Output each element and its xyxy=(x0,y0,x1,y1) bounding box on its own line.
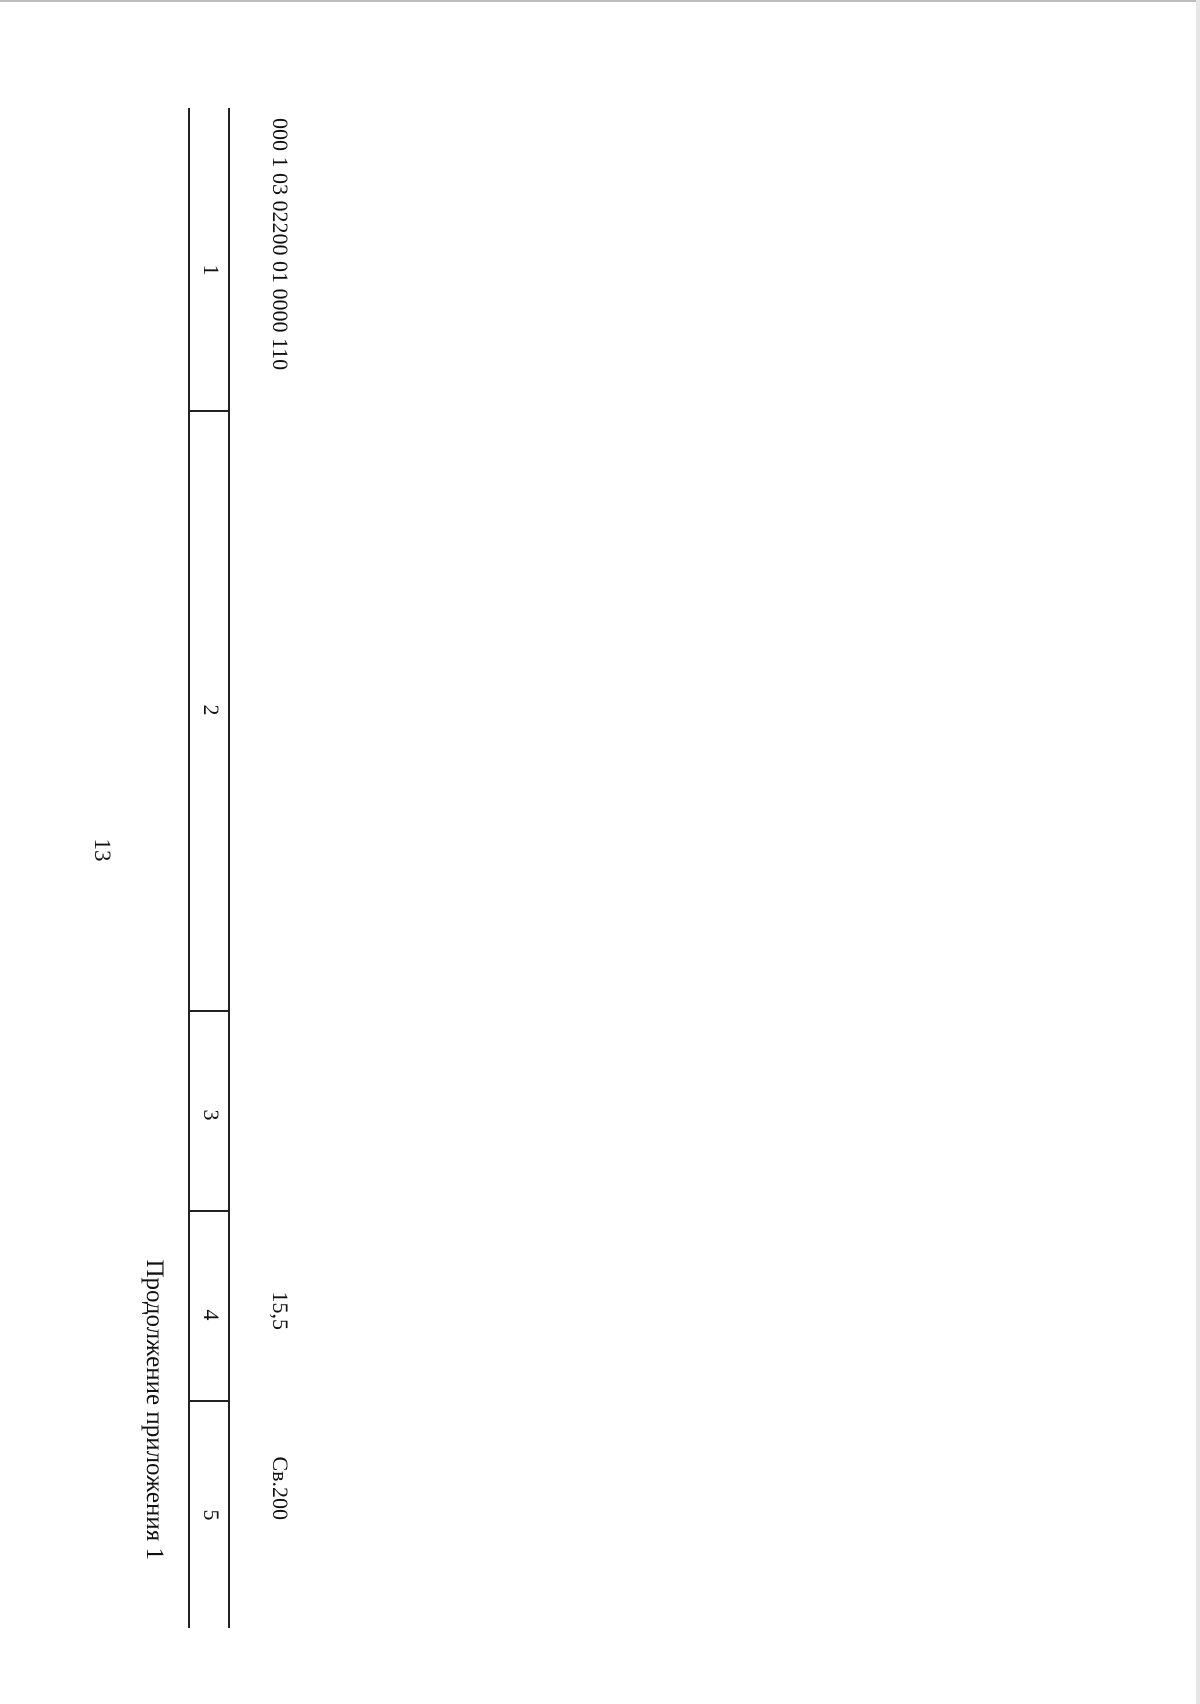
column-header-3: 3 xyxy=(199,1109,224,1121)
column-separator xyxy=(190,1210,228,1212)
column-header-5: 5 xyxy=(199,1509,224,1521)
column-separator xyxy=(190,410,228,412)
column-header-2: 2 xyxy=(199,704,224,716)
table-row-value-col5: Св.200 xyxy=(268,1456,293,1520)
page-number: 13 xyxy=(90,838,115,862)
column-header-4: 4 xyxy=(199,1309,224,1321)
column-separator xyxy=(190,1010,228,1012)
table-row-value-col4: 15,5 xyxy=(268,1291,293,1330)
column-separator xyxy=(190,1400,228,1402)
column-header-1: 1 xyxy=(199,264,224,276)
table-header-top-border xyxy=(228,108,230,1628)
table-row-code: 000 1 03 02200 01 0000 110 xyxy=(268,118,293,371)
continuation-label: Продолжение приложения 1 xyxy=(141,1259,168,1560)
